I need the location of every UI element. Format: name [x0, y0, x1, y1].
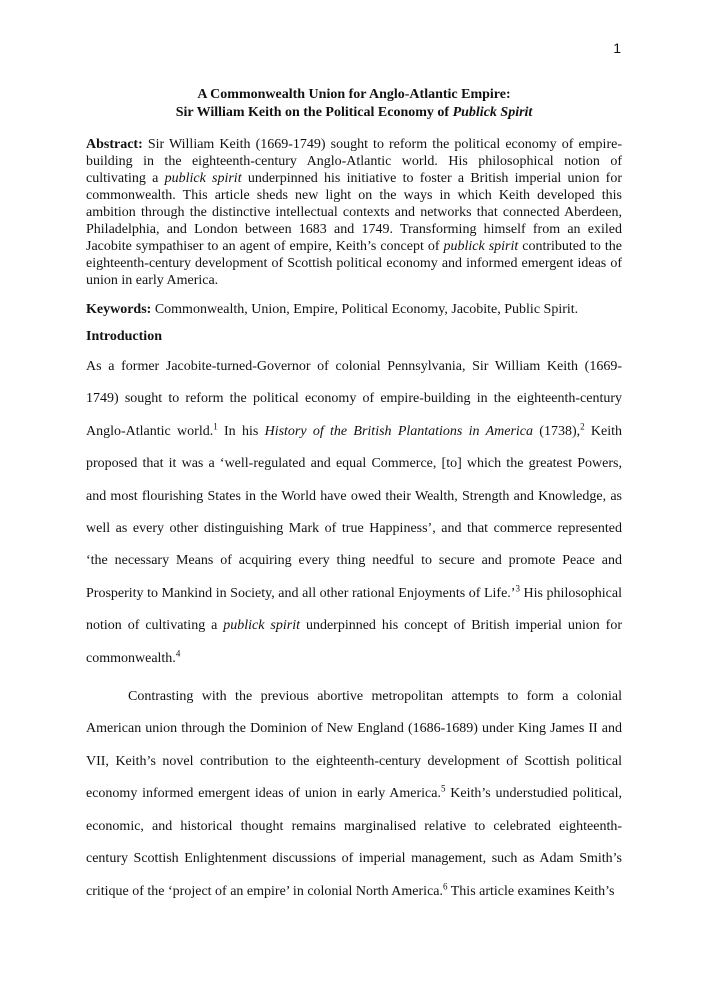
abstract-italic-2: publick spirit: [443, 239, 519, 254]
para1-text-6: underpinned his concept of British imperial union for commonwealth.: [86, 618, 622, 666]
para2-text-3: This article examines Keith’s: [447, 883, 615, 899]
abstract-text-2: underpinned his initiative to foster a British imperial union for commonwealth. This article sheds new light on the ways in which Keith developed this ambition through the distinctive intellectual contexts and networks that connected Aberdeen, Philadelphia, and London between 1683 and 1749. Transforming himself from an exiled Jacobite sympathiser to an agent of empire, Keith’s concept of: [86, 171, 623, 254]
abstract-italic-1: publick spirit: [164, 171, 242, 186]
abstract-text-1: Sir William Keith (1669-1749) sought to reform the political economy of empire-building in the eighteenth-century Anglo-Atlantic world. His philosophical notion of cultivating a: [86, 137, 622, 186]
introduction-paragraph-1: [86, 351, 622, 675]
page-number: 1: [613, 40, 621, 56]
para1-text-3: (1738),: [533, 423, 581, 439]
para2-text-1: Contrasting with the previous abortive metropolitan attempts to form a colonial American union through the Dominion of New England (1686-1689) under King James II and VII, Keith’s novel contribution to the eighteenth-century development of Scottish political economy informed emergent ideas of union in early America.: [86, 689, 622, 802]
footnote-ref-2[interactable]: 2: [580, 421, 585, 432]
book-title: History of the British Plantations in America: [264, 423, 534, 439]
abstract: [86, 136, 622, 289]
footnote-ref-5[interactable]: 5: [440, 783, 446, 794]
footnote-ref-1[interactable]: 1: [213, 421, 218, 432]
abstract-label: Abstract:: [86, 137, 143, 152]
abstract-text-3: contributed to the eighteenth-century development of Scottish political economy and informed emergent ideas of union in early America.: [86, 239, 622, 288]
keywords-label: Keywords:: [86, 302, 152, 317]
para1-text-1: As a former Jacobite-turned-Governor of colonial Pennsylvania, Sir William Keith (1669-1749) sought to reform the political economy of empire-building in the eighteenth-century Anglo-Atlantic world.: [86, 359, 622, 439]
para1-text-4: Keith proposed that it was a ‘well-regulated and equal Commerce, [to] which the greatest Powers, and most flourishing States in the World have owed their Wealth, Strength and Knowledge, as well as every other distinguishing Mark of true Happiness’, and that commerce represented ‘the necessary Means of acquiring every thing needful to secure and promote Peace and Prosperity to Mankind in Society, and all other rational Enjoyments of Life.’: [86, 423, 623, 601]
footnote-ref-6[interactable]: 6: [443, 880, 448, 891]
article-title: [86, 86, 622, 122]
para2-text-2: Keith’s understudied political, economic, and historical thought remains marginalised relative to celebrated eighteenth-century Scottish Enlightenment discussions of imperial management, such as Adam Smith’s critique of the ‘project of an empire’ in colonial North America.: [86, 786, 622, 899]
title-italic: Publick Spirit: [452, 105, 533, 120]
keywords: [86, 301, 622, 318]
footnote-ref-3[interactable]: 3: [515, 583, 520, 594]
para1-text-5: His philosophical notion of cultivating a: [86, 585, 622, 634]
page-content: [86, 86, 622, 908]
footnote-ref-4[interactable]: 4: [175, 648, 181, 658]
para1-italic-2: publick spirit: [223, 618, 300, 634]
title-line-2: Sir William Keith on the Political Economy of: [175, 105, 453, 120]
keywords-text: Commonwealth, Union, Empire, Political Economy, Jacobite, Public Spirit.: [151, 302, 579, 317]
introduction-paragraph-2: [86, 681, 622, 908]
title-line-1: A Commonwealth Union for Anglo-Atlantic Empire:: [197, 87, 511, 102]
introduction-heading: Introduction: [86, 329, 162, 344]
para1-text-2: In his: [217, 423, 265, 439]
